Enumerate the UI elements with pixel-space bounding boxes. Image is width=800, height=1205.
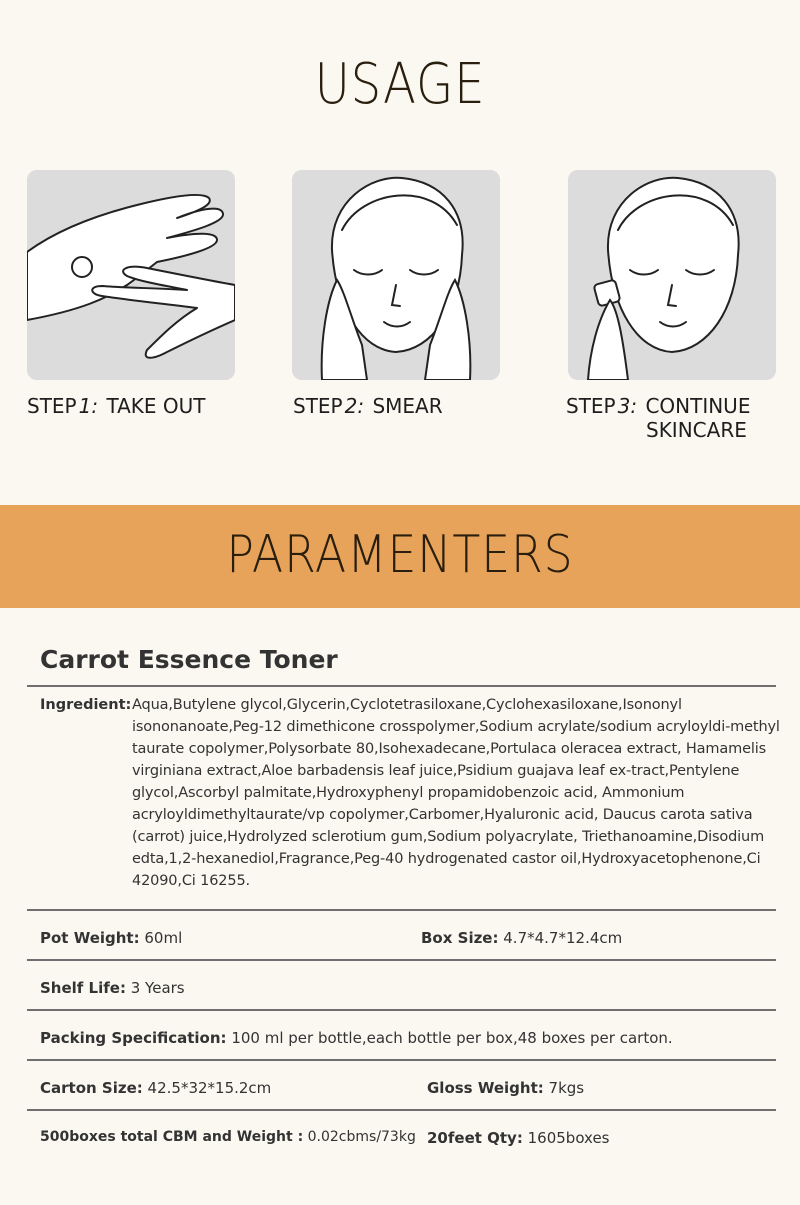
ingredient-block: [40, 694, 780, 892]
step-3-label: STEP 3: CONTINUE SKINCARE: [566, 394, 751, 442]
step-2-label: STEP 2: SMEAR: [293, 394, 443, 418]
box-size: Box Size: 4.7*4.7*12.4cm: [421, 929, 623, 947]
divider: [27, 1059, 776, 1061]
step-1-label: STEP 1: TAKE OUT: [27, 394, 206, 418]
step-2-image: [292, 170, 500, 380]
divider: [27, 685, 776, 687]
cbm-weight: 500boxes total CBM and Weight : 0.02cbms/73kg: [40, 1129, 416, 1145]
divider: [27, 959, 776, 961]
ingredient-value: Aqua,Butylene glycol,Glycerin,Cyclotetrasiloxane,Cyclohexasiloxane,Isononyl isononanoate,Peg-12 dimethicone crosspolymer,Sodium acrylate/sodium acryloyldi-methyl taurate copolymer,Polysorbate 80,Isohexadecane,Portulaca oleracea extract, Hamamelis virginiana extract,Aloe barbadensis leaf juice,Psidium guajava leaf ex-tract,Pentylene glycol,Ascorbyl palmitate,Hydroxyphenyl propamidobenzoic acid, Ammonium acryloyldimethyltaurate/vp copolymer,Carbomer,Hyaluronic acid, Daucus carota sativa (carrot) juice,Hydrolyzed sclerotium gum,Sodium polyacrylate, Triethanoamine,Disodium edta,1,2-hexanediol,Fragrance,Peg-40 hydrogenated castor oil,Hydroxyacetophenone,Ci 42090,Ci 16255.: [132, 697, 780, 889]
parameters-banner: [0, 505, 800, 608]
parameters-title: PARAMENTERS: [226, 525, 574, 585]
step-1-image: [27, 170, 235, 380]
feet-qty: 20feet Qty: 1605boxes: [427, 1129, 610, 1147]
hand-drops-icon: [27, 170, 235, 380]
divider: [27, 1109, 776, 1111]
carton-size: Carton Size: 42.5*32*15.2cm: [40, 1079, 272, 1097]
pot-weight: Pot Weight: 60ml: [40, 929, 183, 947]
shelf-life: Shelf Life: 3 Years: [40, 979, 185, 997]
step-3-image: [568, 170, 776, 380]
product-title: Carrot Essence Toner: [40, 645, 338, 674]
usage-title: USAGE: [314, 52, 486, 117]
divider: [27, 1009, 776, 1011]
divider: [27, 909, 776, 911]
face-smear-icon: [292, 170, 500, 380]
packing-specification: Packing Specification: 100 ml per bottle,each bottle per box,48 boxes per carton.: [40, 1029, 673, 1047]
gloss-weight: Gloss Weight: 7kgs: [427, 1079, 585, 1097]
face-cotton-pad-icon: [568, 170, 776, 380]
ingredient-label: Ingredient:: [40, 697, 132, 713]
